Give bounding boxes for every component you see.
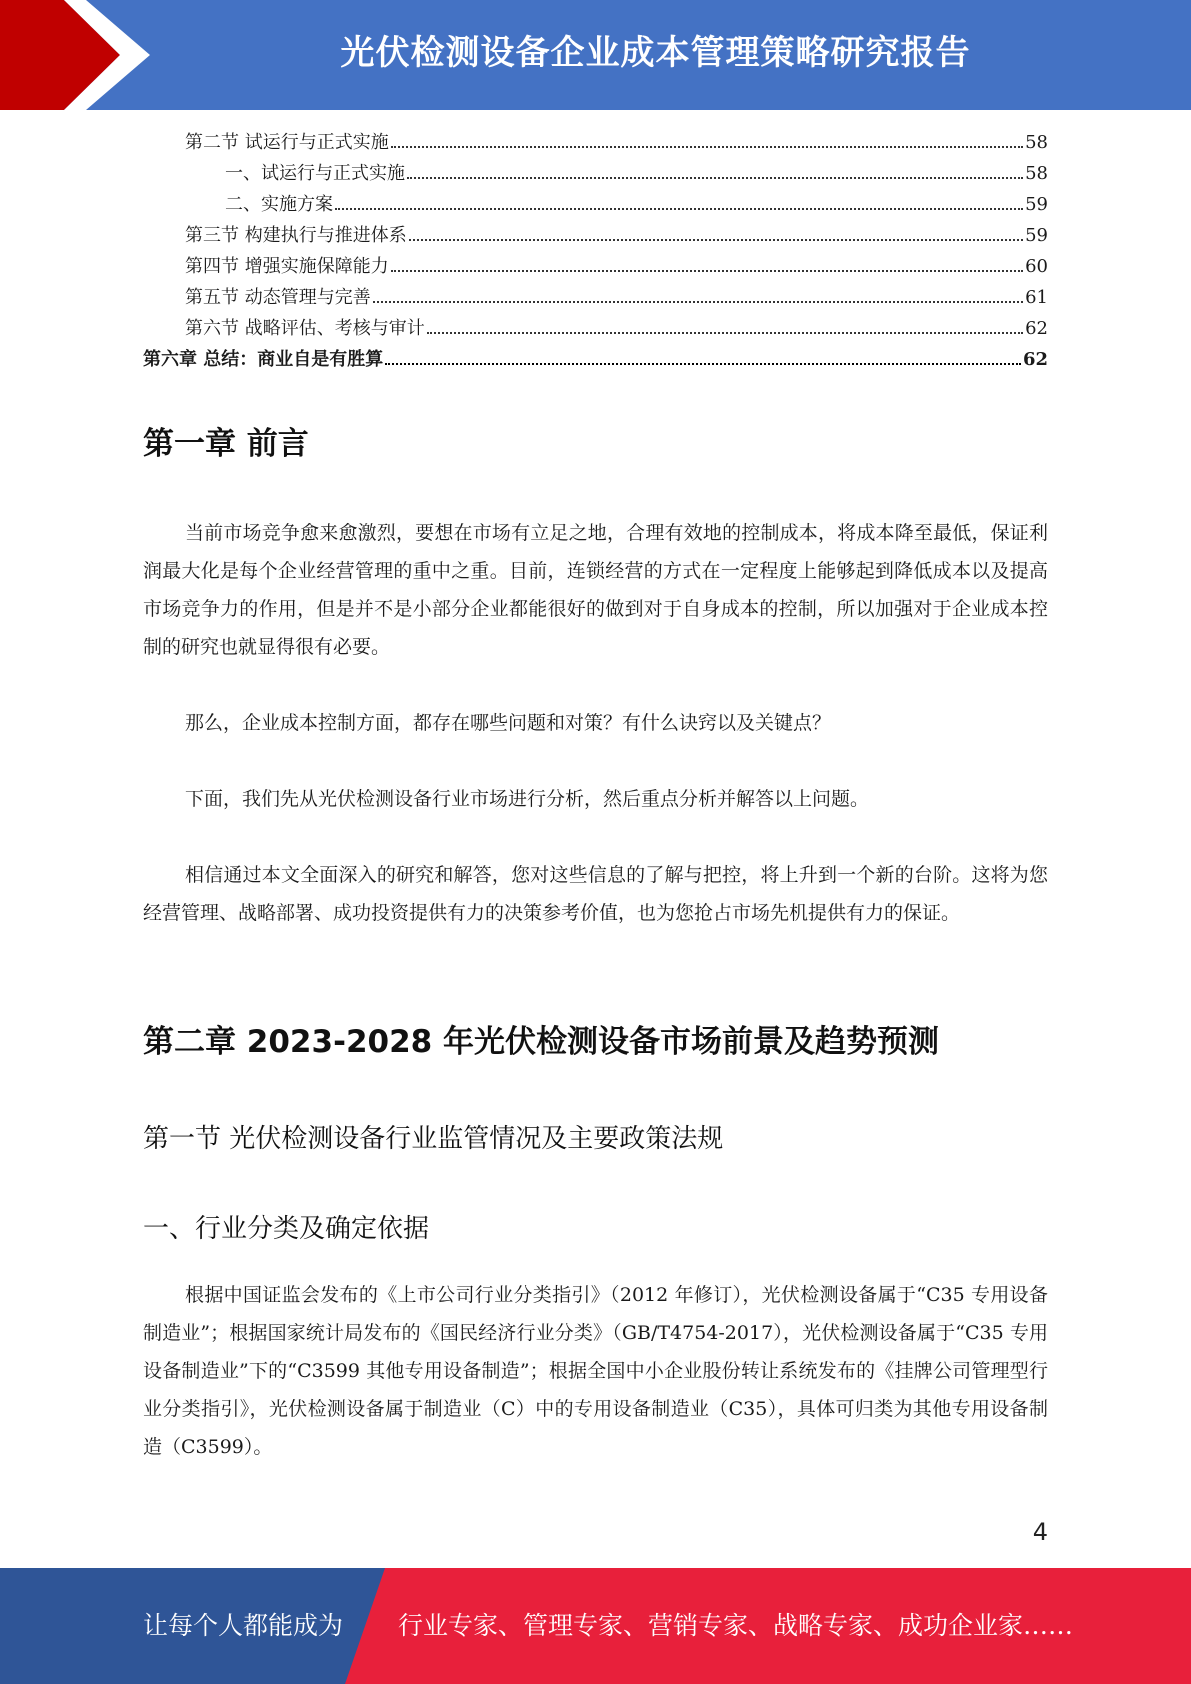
toc-entry[interactable] — [143, 252, 1048, 283]
chapter-2-heading: 第二章 2023-2028 年光伏检测设备市场前景及趋势预测 — [143, 1024, 940, 1060]
toc-entry-title: 第六节 战略评估、考核与审计 — [185, 318, 425, 339]
body-paragraph: 下面，我们先从光伏检测设备行业市场进行分析，然后重点分析并解答以上问题。 — [185, 788, 870, 810]
toc-entry-title: 一、试运行与正式实施 — [225, 163, 405, 184]
toc-leader-dots — [373, 301, 1023, 303]
toc-entry-page: 62 — [1025, 318, 1048, 339]
toc-entry-page: 59 — [1025, 194, 1048, 215]
body-paragraph: 相信通过本文全面深入的研究和解答，您对这些信息的了解与把控，将上升到一个新的台阶。这将为您经营管理、战略部署、成功投资提供有力的决策参考价值，也为您抢占市场先机提供有力的保证。 — [143, 864, 1048, 924]
toc-entry-chapter[interactable] — [143, 345, 1048, 376]
body-paragraph: 当前市场竞争愈来愈激烈，要想在市场有立足之地，合理有效地的控制成本，将成本降至最低，保证利润最大化是每个企业经营管理的重中之重。目前，连锁经营的方式在一定程度上能够起到降低成本以及提高市场竞争力的作用，但是并不是小部分企业都能很好的做到对于自身成本的控制，所以加强对于企业成本控制的研究也就显得很有必要。 — [143, 522, 1048, 658]
report-title: 光伏检测设备企业成本管理策略研究报告 — [340, 33, 971, 73]
page-number: 4 — [1032, 1518, 1048, 1546]
toc-leader-dots — [427, 332, 1023, 334]
table-of-contents — [143, 128, 1048, 376]
toc-entry[interactable] — [143, 190, 1048, 221]
chapter-1-heading: 第一章 前言 — [143, 426, 309, 462]
toc-entry-title: 第六章 总结：商业自是有胜算 — [143, 349, 384, 370]
footer-slogan-right: 行业专家、管理专家、营销专家、战略专家、成功企业家…… — [398, 1611, 1074, 1640]
toc-entry[interactable] — [143, 128, 1048, 159]
toc-entry-title: 第五节 动态管理与完善 — [185, 287, 371, 308]
toc-entry-title: 第四节 增强实施保障能力 — [185, 256, 389, 277]
toc-entry[interactable] — [143, 221, 1048, 252]
toc-entry[interactable] — [143, 314, 1048, 345]
toc-leader-dots — [385, 363, 1021, 365]
toc-entry-title: 二、实施方案 — [225, 194, 333, 215]
footer-slogan-left: 让每个人都能成为 — [143, 1611, 344, 1640]
toc-leader-dots — [409, 239, 1023, 241]
toc-entry-page: 60 — [1025, 256, 1048, 277]
toc-entry-title: 第三节 构建执行与推进体系 — [185, 225, 407, 246]
toc-entry-page: 58 — [1025, 163, 1048, 184]
toc-entry[interactable] — [143, 159, 1048, 190]
toc-entry-page: 58 — [1025, 132, 1048, 153]
toc-entry-page: 59 — [1025, 225, 1048, 246]
section-heading: 第一节 光伏检测设备行业监管情况及主要政策法规 — [143, 1124, 724, 1154]
page-footer — [0, 1568, 1191, 1684]
toc-leader-dots — [335, 208, 1023, 210]
body-paragraph: 那么，企业成本控制方面，都存在哪些问题和对策？有什么诀窍以及关键点？ — [185, 712, 832, 734]
header-arrow-decoration — [0, 0, 160, 110]
toc-entry-title: 第二节 试运行与正式实施 — [185, 132, 389, 153]
subsection-heading: 一、行业分类及确定依据 — [143, 1214, 430, 1244]
toc-leader-dots — [407, 177, 1023, 179]
toc-leader-dots — [391, 146, 1023, 148]
toc-leader-dots — [391, 270, 1023, 272]
toc-entry-page: 62 — [1022, 349, 1048, 370]
toc-entry[interactable] — [143, 283, 1048, 314]
page-header — [0, 0, 1191, 110]
body-paragraph: 根据中国证监会发布的《上市公司行业分类指引》（2012 年修订），光伏检测设备属于“C35 专用设备制造业”；根据国家统计局发布的《国民经济行业分类》（GB/T4754-2017），光伏检测设备属于“C35 专用设备制造业”下的“C3599 其他专用设备制造”；根据全国中小企业股份转让系统发布的《挂牌公司管理型行业分类指引》，光伏检测设备属于制造业（C）中的专用设备制造业（C35），具体可归类为其他专用设备制造（C3599）。 — [143, 1284, 1048, 1458]
toc-entry-page: 61 — [1025, 287, 1048, 308]
